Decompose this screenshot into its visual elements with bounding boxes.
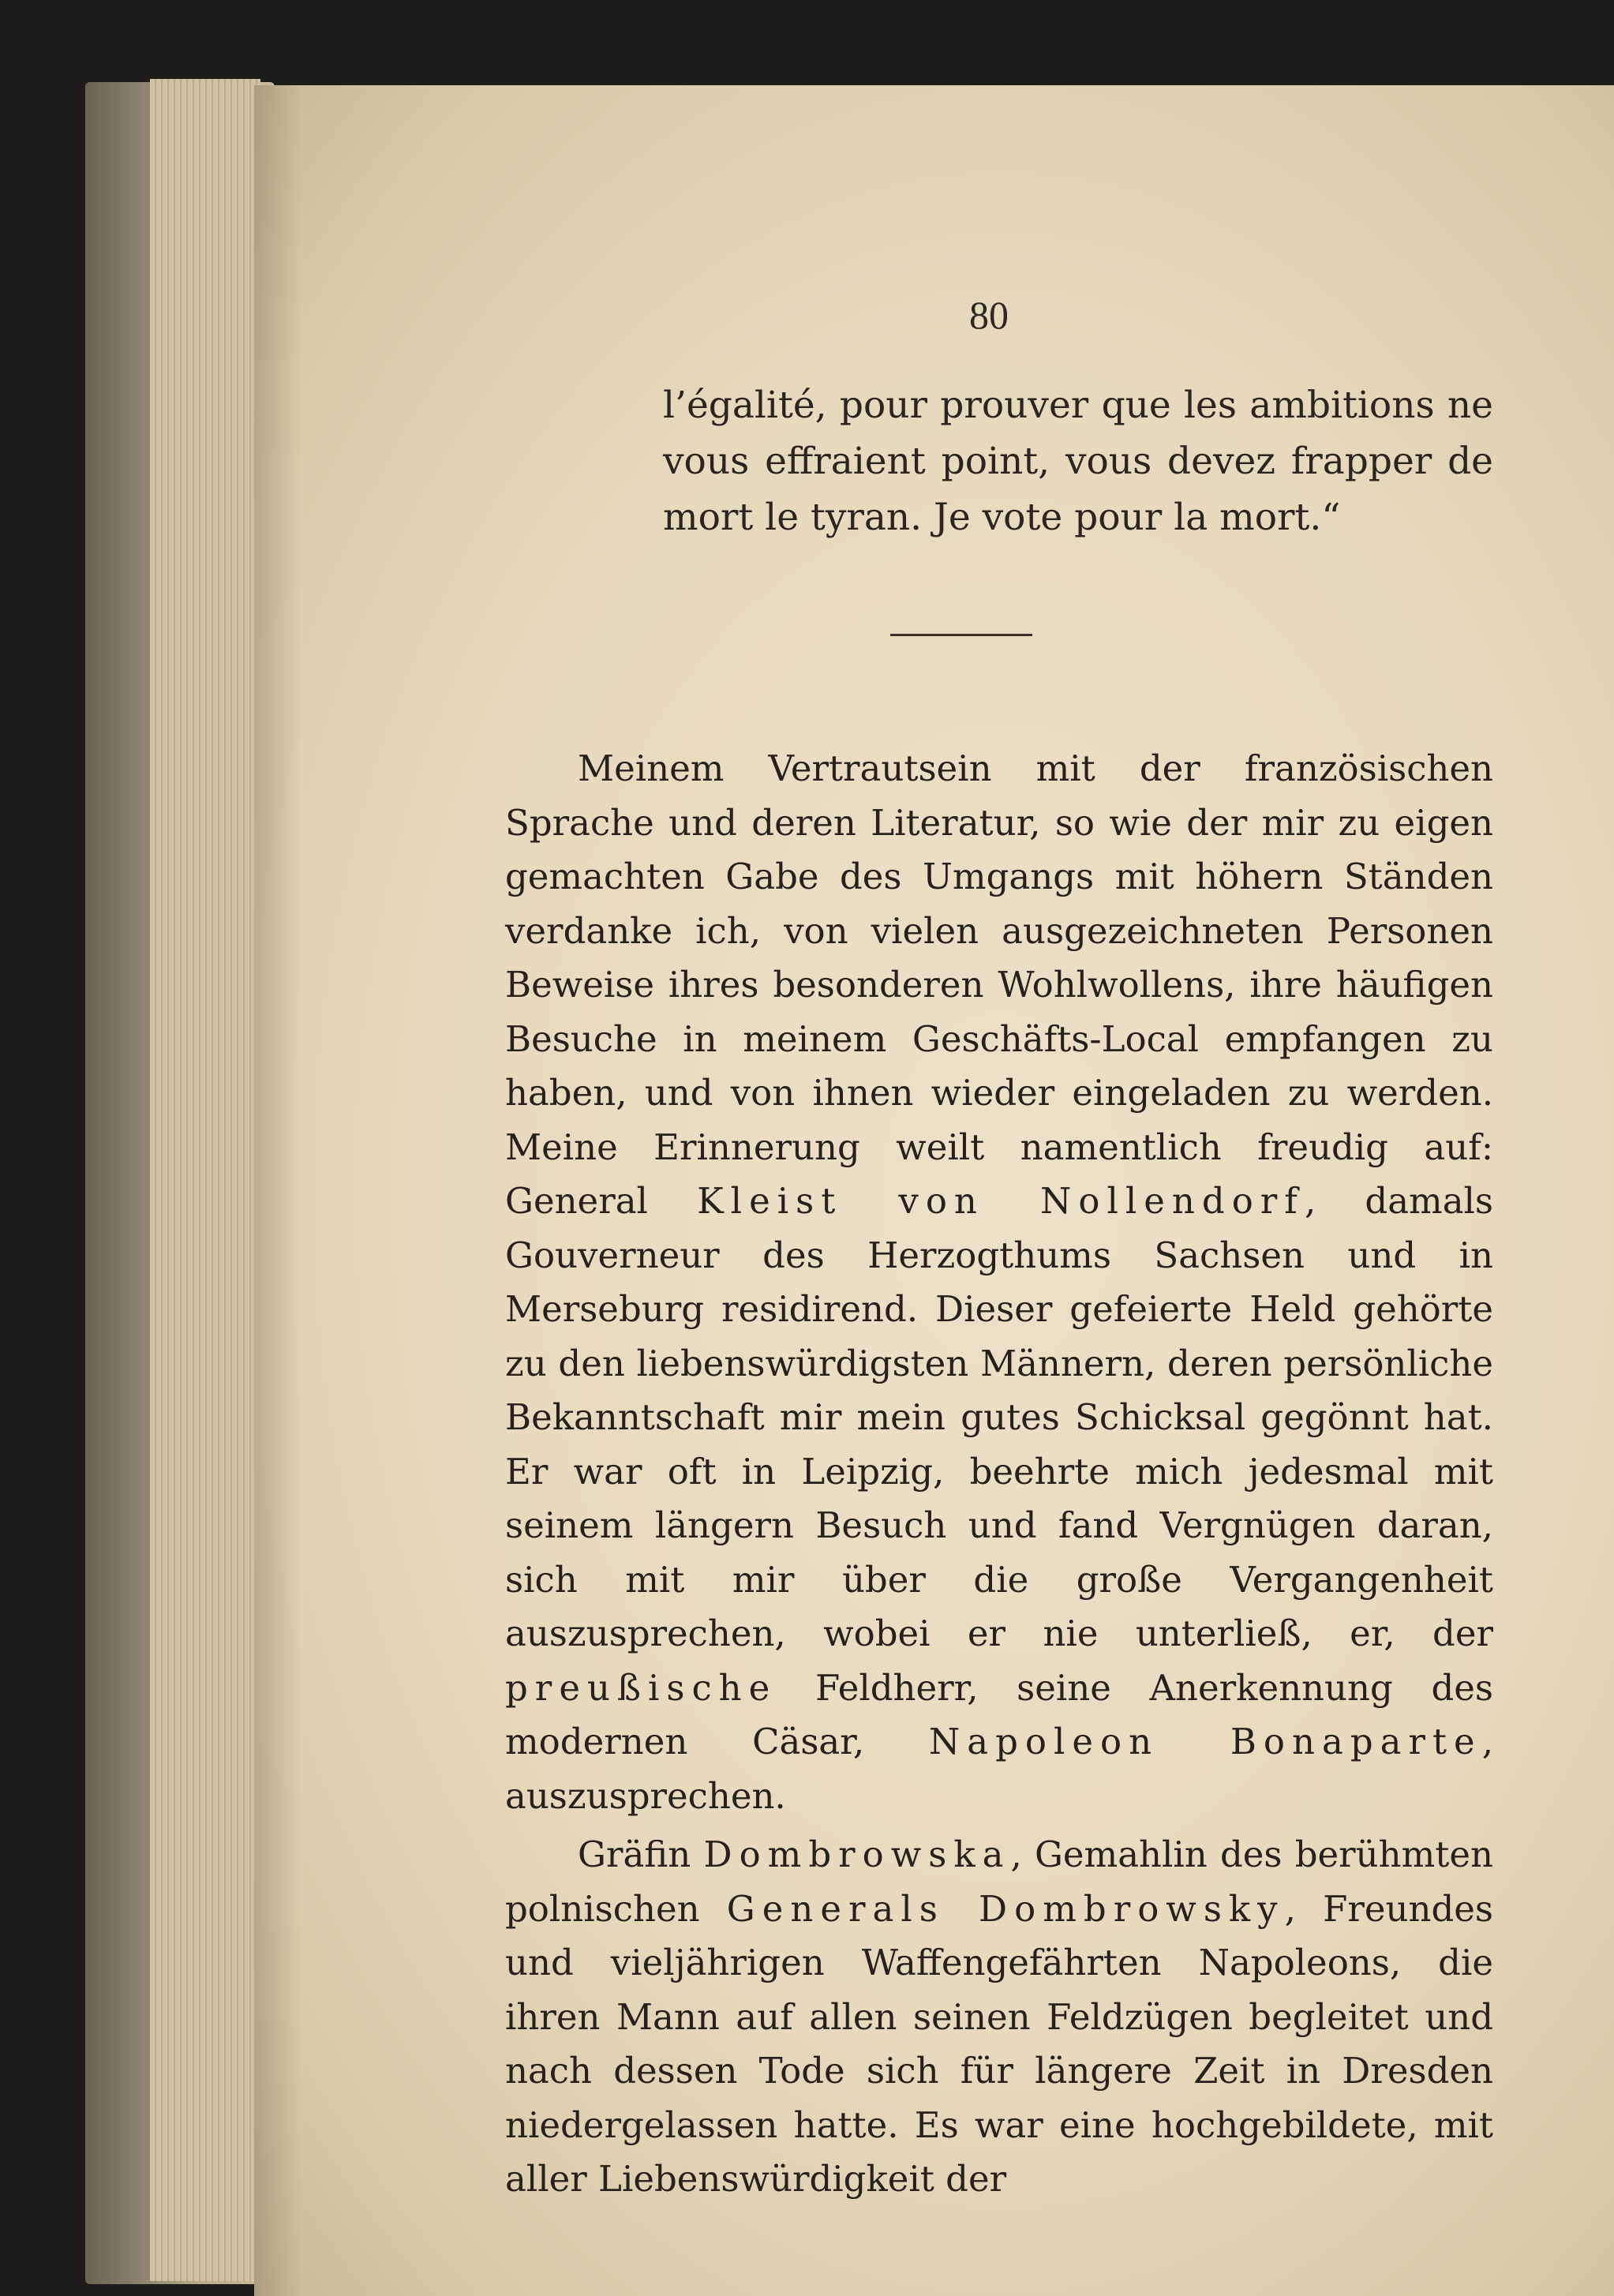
paragraph-1 xyxy=(505,742,1493,1823)
paragraph-1-text: , auszusprechen. xyxy=(505,1721,1493,1817)
section-divider xyxy=(890,634,1032,636)
paragraph-2-text: , Freundes und vieljährigen Waffengefährten Napoleons, die ihren Mann auf allen seinen Feldzügen begleitet und nach dessen Tode sich für längere Zeit in Dresden niedergelassen hatte. Es war eine hochgebildete, mit aller Liebenswürdigkeit der xyxy=(505,1887,1494,2200)
paragraph-2-text: Gräfin xyxy=(578,1833,704,1875)
emphasized-name: Dombrowska xyxy=(703,1833,1011,1875)
paragraph-2 xyxy=(505,1828,1493,2207)
page-number: 80 xyxy=(969,293,1009,337)
body-text xyxy=(505,742,1493,2207)
emphasized-name: preußische xyxy=(505,1666,777,1709)
paragraph-2-text: , Gemahlin des berühmten polnischen xyxy=(505,1833,1493,1930)
page-edges xyxy=(150,79,260,2281)
paragraph-1-text: , damals Gouverneur des Herzogthums Sachsen und in Merseburg residirend. Dieser gefeierte Held gehörte zu den liebenswürdigsten Männern, deren persönliche Bekanntschaft mir mein gutes Schicksal gegönnt hat. Er war oft in Leipzig, beehrte mich jedesmal mit seinem längern Besuch und fand Vergnügen daran, sich mit mir über die große Vergangenheit auszusprechen, wobei er nie unterließ, er, der xyxy=(505,1180,1494,1654)
paragraph-1-text: Feldherr, seine Anerkennung des modernen Cäsar, xyxy=(505,1666,1493,1762)
french-quote: l’égalité, pour prouver que les ambitions ne vous effraient point, vous devez frapper de mort le tyran. Je vote pour la mort.“ xyxy=(663,384,1493,539)
emphasized-name: Napoleon Bonaparte xyxy=(928,1721,1482,1762)
paragraph-1-text: Meinem Vertrautsein mit der französischen Sprache und deren Literatur, so wie der mir zu eigen gemachten Gabe des Umgangs mit höhern Ständen verdanke ich, von vielen ausgezeichneten Personen Beweise ihres besonderen Wohlwollens, ihre häufigen Besuche in meinem Geschäfts-Local empfangen zu haben, und von ihnen wieder eingeladen zu werden. Meine Erinnerung weilt namentlich freudig auf: General xyxy=(505,747,1493,1222)
emphasized-name: Generals Dombrowsky xyxy=(726,1887,1285,1930)
emphasized-name: Kleist von Nollendorf xyxy=(697,1180,1305,1222)
